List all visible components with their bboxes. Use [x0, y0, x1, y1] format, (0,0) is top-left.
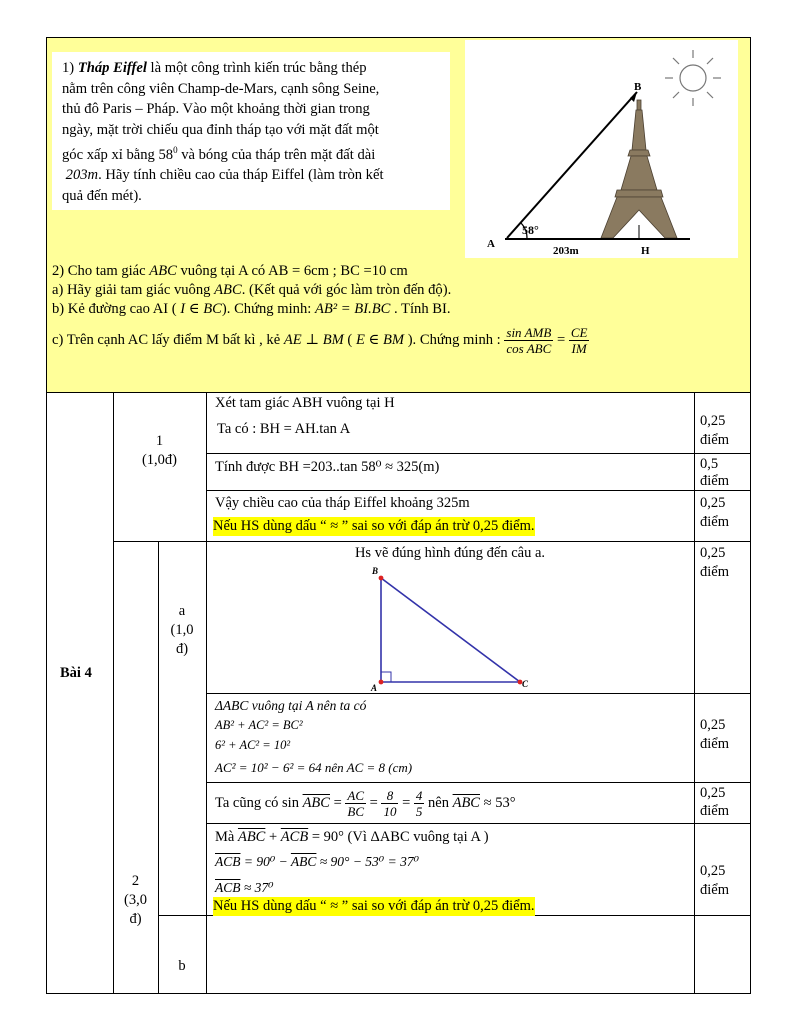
ra3-points-unit: điểm	[700, 803, 729, 819]
row2-points-unit: điểm	[700, 473, 729, 489]
ra4-text: ≈ 37⁰	[240, 880, 274, 895]
part-a-points: (1,0	[170, 622, 194, 638]
ra1-text: Hs vẽ đúng hình đúng đến câu a.	[354, 545, 546, 561]
fraction-ac-bc: $\frac{AC}{BC}$	[347, 788, 365, 820]
equals: =	[329, 795, 346, 811]
ra1-points: 0,25	[700, 545, 726, 561]
problem-2-line: ). Chứng minh:	[221, 301, 315, 317]
ra4-text: Mà	[215, 829, 238, 845]
ra2-line4: AC² = 10² − 6² = 64 nên AC = 8 (cm)	[215, 760, 413, 775]
angle-abc: $\overline{ABC}$	[302, 795, 330, 811]
angle-acb: $\overline{ACB}$	[215, 854, 241, 869]
ra4-text: ≈ 90° − 53⁰ = 37⁰	[316, 854, 419, 869]
length-value: 203	[65, 167, 88, 184]
problem-1-line: là một công trình kiến trúc bằng thép	[150, 60, 367, 76]
fraction-4-5: $\frac{4}{5}$	[415, 788, 423, 820]
eiffel-diagram	[465, 40, 738, 258]
ra2-points-unit: điểm	[700, 736, 729, 752]
label-B: B	[372, 566, 379, 576]
problem-2-line: b) Kẻ đường cao AI (	[52, 301, 181, 317]
angle-abc: $\overline{ABC}$	[290, 854, 317, 869]
problem-2-line: (	[343, 331, 356, 348]
ra3-points: 0,25	[700, 785, 726, 801]
length-label: 203m	[553, 245, 579, 257]
math-expr: AB² = BI.BC	[314, 301, 391, 317]
angle-acb: $\overline{ACB}$	[215, 880, 241, 895]
angle-abc: $\overline{ABC}$	[452, 795, 480, 811]
ra4-line1	[215, 828, 489, 847]
angle-abc: $\overline{ABC}$	[237, 829, 266, 845]
ra2-line2: AB² + AC² = BC²	[215, 718, 303, 732]
problem-2-line: a) Hãy giải tam giác vuông	[52, 282, 215, 298]
problem-1-title: Tháp Eiffel	[77, 60, 147, 76]
ra2-line1: ΔABC vuông tại A nên ta có	[215, 698, 367, 713]
ra4-line2	[215, 852, 419, 871]
fraction-left: $\frac{\text{sin AMB}}{\text{cos ABC}}$	[506, 325, 552, 356]
label-B: B	[634, 81, 642, 93]
part-a-points-unit: đ)	[175, 641, 189, 657]
ra3-text: Ta cũng có sin	[215, 795, 303, 811]
question-1-points: (1,0đ)	[141, 452, 178, 468]
label-A: A	[487, 238, 495, 250]
ra3-text: nên	[424, 795, 453, 811]
sun-icon	[665, 50, 721, 106]
plus: +	[265, 829, 281, 845]
length-unit: m	[87, 167, 99, 184]
ra4-line3	[215, 878, 274, 897]
point-B	[379, 576, 384, 581]
problem-2-line: c) Trên cạnh AC lấy điểm M bất kì , kẻ	[52, 331, 284, 348]
label-A: A	[371, 683, 378, 693]
point-A	[379, 680, 384, 685]
fraction-right: $\frac{CE}{IM}$	[570, 325, 588, 356]
triangle-shape	[381, 578, 520, 682]
row3-points-unit: điểm	[700, 514, 729, 530]
question-2-points-unit: đ)	[129, 911, 142, 927]
math-expr: E ∈ BM	[355, 331, 405, 348]
problem-2-line: ). Chứng minh :	[404, 331, 505, 348]
triangle-name: ABC	[149, 263, 177, 279]
angle-label: 58°	[522, 223, 539, 237]
math-expr: I ∈ BC	[180, 301, 222, 317]
problem-1-line: quả đến mét).	[62, 187, 142, 204]
ra4-points: 0,25	[700, 863, 726, 879]
fraction-8-10: $\frac{8}{10}$	[383, 788, 397, 820]
problem-1-number: 1)	[62, 60, 75, 76]
row3-line: Vậy chiều cao của tháp Eiffel khoảng 325m	[215, 495, 470, 511]
eiffel-figure	[465, 40, 738, 258]
triangle-name: ABC	[214, 282, 242, 298]
row3-points: 0,25	[700, 495, 726, 511]
ra4-text: = 90⁰ −	[240, 854, 291, 869]
problem-1-line: ngày, mặt trời chiếu qua đỉnh tháp tạo với mặt đất một	[62, 121, 379, 138]
ra3-result: ≈ 53°	[479, 795, 516, 811]
question-2-points: (3,0	[124, 892, 147, 908]
problem-1-line: và bóng của tháp trên mặt đất dài	[177, 146, 376, 163]
problem-2-line: . Tính BI.	[390, 301, 451, 317]
row3-note: Nếu HS dùng dấu “ ≈ ” sai so với đáp án trừ 0,25 điểm.	[213, 518, 535, 534]
question-2-number: 2	[131, 873, 140, 889]
row1-line2: Ta có : BH = AH.tan A	[217, 421, 351, 437]
row2-line: Tính được BH =203..tan 58⁰ ≈ 325(m)	[215, 459, 440, 475]
problem-2-text: 2) Cho tam giác ABC vuông tại A có AB = 6cm ; BC =10 cm a) Hãy giải tam giác vuông ABC. (Kết quả với góc làm tròn đến độ). b) Kẻ đường cao AI ( I ∈ BC). Chứng minh: AB² = BI.BC . Tính BI. c) Trên cạnh AC lấy điểm M bất kì , kẻ AE ⊥ BM ( E ∈ BM ). Chứng minh : $\frac{\text{sin AMB}}{\text{cos ABC}}$ = $\frac{CE}{IM}$	[52, 263, 588, 356]
part-a-label: a	[178, 603, 186, 619]
triangle-figure	[360, 560, 540, 694]
problem-2-line: . (Kết quả với góc làm tròn đến độ).	[241, 282, 452, 298]
row2-points: 0,5	[700, 456, 719, 472]
problem-1-line: nằm trên công viên Champ-de-Mars, cạnh sông Seine,	[62, 80, 380, 97]
part-b-label: b	[178, 958, 186, 974]
row1-points-unit: điểm	[700, 432, 729, 448]
ra4-text: = 90° (Vì ΔABC vuông tại A )	[308, 829, 489, 845]
ra2-points: 0,25	[700, 717, 726, 733]
ra1-points-unit: điểm	[700, 564, 729, 580]
question-1-number: 1	[155, 433, 164, 449]
degree-sup: 0	[173, 145, 178, 155]
label-H: H	[641, 245, 650, 257]
label-C: C	[522, 679, 529, 689]
problem-1-line: . Hãy tính chiều cao của tháp Eiffel (làm tròn kết	[98, 167, 384, 184]
row1-points: 0,25	[700, 413, 726, 429]
problem-1-line: thủ đô Paris – Pháp. Vào một khoảng thời gian trong	[62, 101, 370, 117]
ra4-note: Nếu HS dùng dấu “ ≈ ” sai so với đáp án trừ 0,25 điểm.	[213, 898, 535, 914]
math-expr: AE ⊥ BM	[283, 331, 344, 348]
problem-1-text	[62, 58, 447, 206]
problem-1-line: góc xấp xỉ bằng 58	[62, 146, 174, 163]
problem-2-line: 2) Cho tam giác	[52, 263, 150, 279]
ra4-points-unit: điểm	[700, 882, 729, 898]
problem-1-box	[52, 52, 450, 210]
bai-label: Bài 4	[60, 665, 92, 681]
ra2-line3: 6² + AC² = 10²	[215, 738, 291, 752]
row1-line1: Xét tam giác ABH vuông tại H	[215, 395, 395, 411]
problem-2-line: vuông tại A có AB = 6cm ; BC =10 cm	[176, 263, 408, 279]
ra3-line: Ta cũng có $\sin \overline{ABC}$ = $\frac{AC}{BC}$ = $\frac{8}{10}$ = $\frac{4}{5}$ nên $\overline{ABC} \approx 53^\circ$	[215, 788, 516, 820]
angle-acb: $\overline{ACB}$	[280, 829, 309, 845]
